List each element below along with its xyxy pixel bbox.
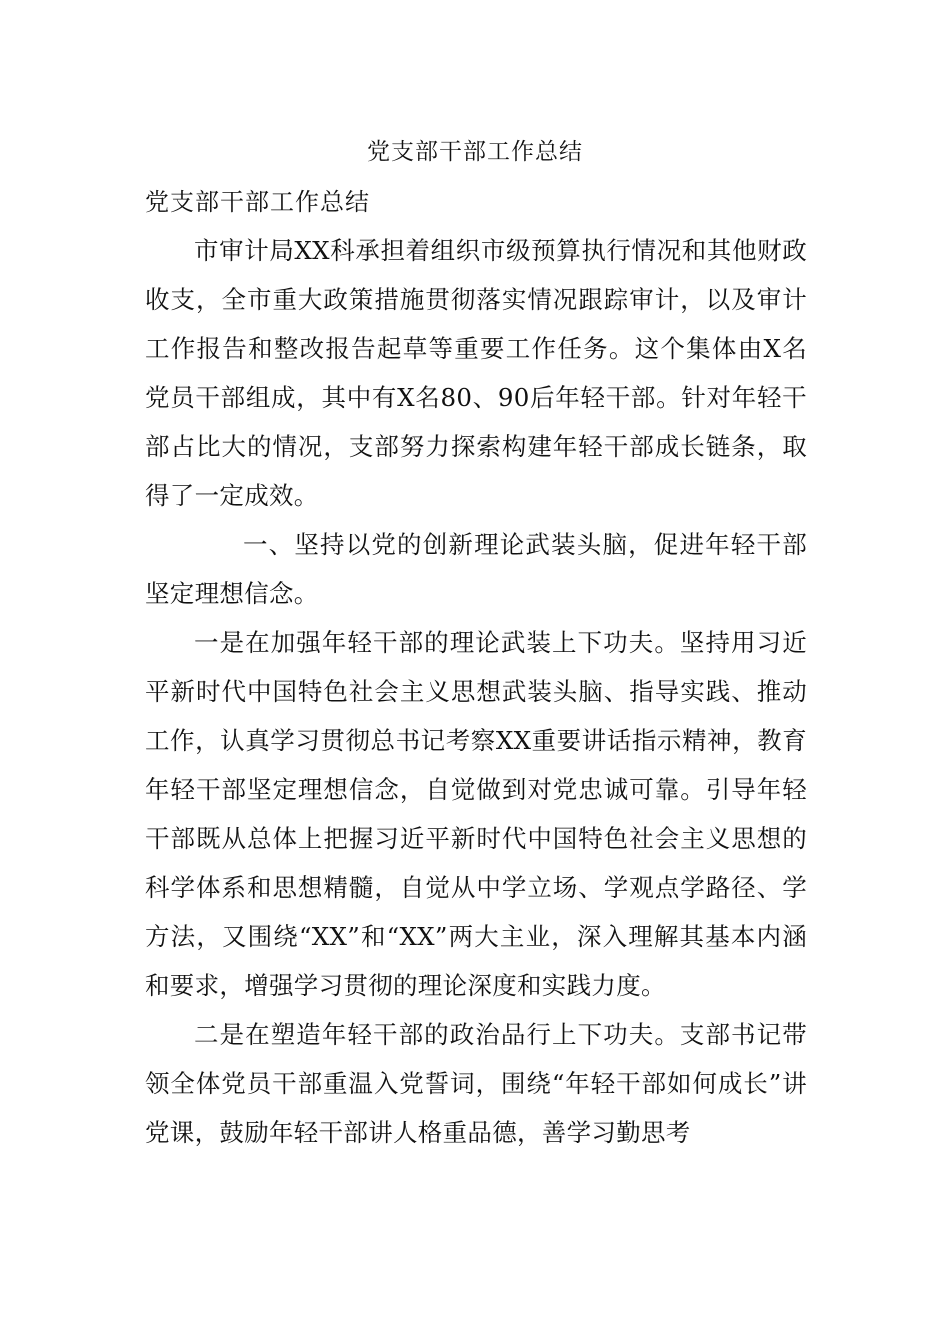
document-subtitle: 党支部干部工作总结: [145, 188, 370, 216]
document-title: 党支部干部工作总结: [367, 139, 583, 165]
document-body: [145, 226, 807, 1157]
paragraph-point-1: 一是在加强年轻干部的理论武装上下功夫。坚持用习近平新时代中国特色社会主义思想武装头脑、指导实践、推动工作，认真学习贯彻总书记考察XX重要讲话指示精神，教育年轻干部坚定理想信念，自觉做到对党忠诚可靠。引导年轻干部既从总体上把握习近平新时代中国特色社会主义思想的科学体系和思想精髓，自觉从中学立场、学观点学路径、学方法，又围绕“XX”和“XX”两大主业，深入理解其基本内涵和要求，增强学习贯彻的理论深度和实践力度。: [145, 628, 807, 1000]
paragraph-intro: 市审计局XX科承担着组织市级预算执行情况和其他财政收支，全市重大政策措施贯彻落实情况跟踪审计，以及审计工作报告和整改报告起草等重要工作任务。这个集体由X名党员干部组成，其中有X名80、90后年轻干部。针对年轻干部占比大的情况，支部努力探索构建年轻干部成长链条，取得了一定成效。: [145, 236, 807, 510]
section-heading-1: 一、坚持以党的创新理论武装头脑，促进年轻干部坚定理想信念。: [145, 530, 807, 608]
paragraph-point-2: 二是在塑造年轻干部的政治品行上下功夫。支部书记带领全体党员干部重温入党誓词，围绕“年轻干部如何成长”讲党课，鼓励年轻干部讲人格重品德，善学习勤思考: [145, 1020, 807, 1147]
